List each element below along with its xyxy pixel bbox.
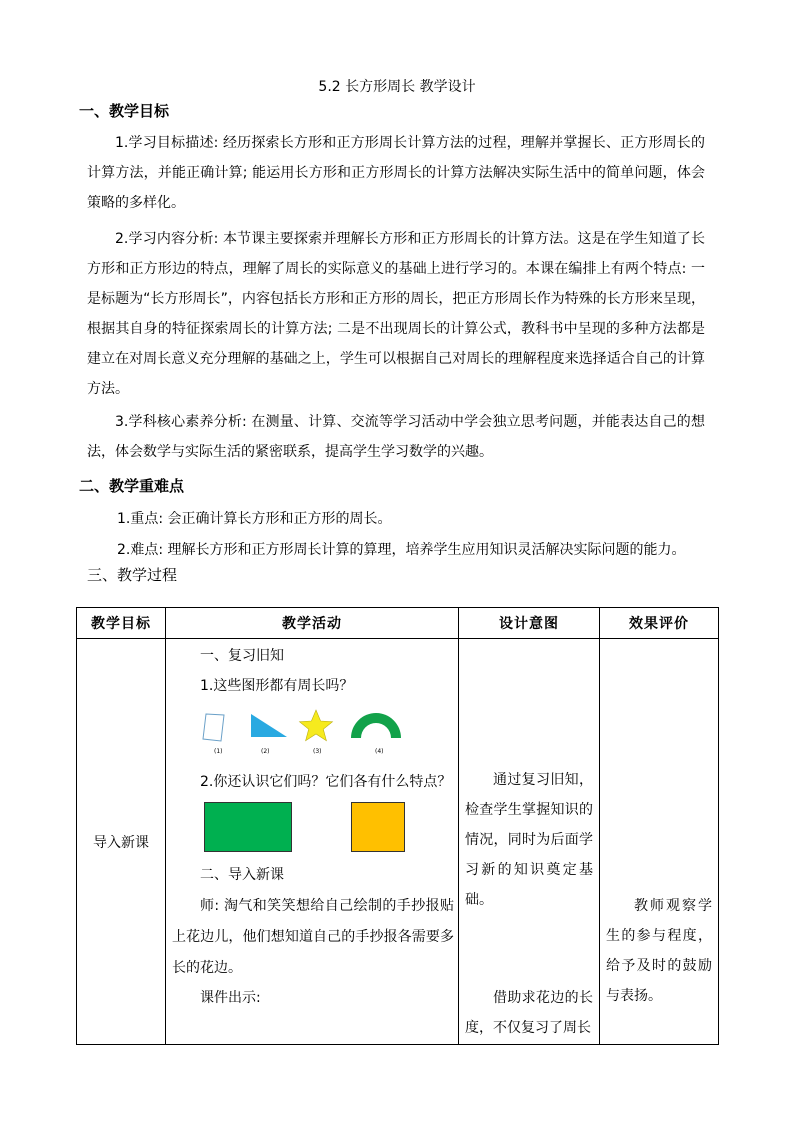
objective-paragraph-1: 1.学习目标描述: 经历探索长方形和正方形周长计算方法的过程，理解并掌握长、正方形周长的计算方法，并能正确计算; 能运用长方形和正方形周长的计算方法解决实际生活中的简单问题，体会策略的多样化。: [87, 135, 705, 211]
table-header-row: [77, 608, 719, 639]
teaching-process-table: [76, 607, 719, 1045]
rectangle-shape: [204, 802, 292, 852]
header-design-intent: 设计意图: [459, 608, 600, 639]
triangle-shape: [251, 714, 287, 737]
design-intent-text-1: 通过复习旧知，检查学生掌握知识的情况，同时为后面学习新的知识奠定基础。: [465, 772, 593, 908]
header-goal: 教学目标: [77, 608, 166, 639]
objective-paragraph-3: 3.学科核心素养分析: 在测量、计算、交流等学习活动中学会独立思考问题，并能表达自己的想法，体会数学与实际生活的紧密联系，提高学生学习数学的兴趣。: [87, 414, 705, 460]
table-row: [77, 639, 719, 1045]
square-shape: [351, 802, 405, 852]
question-1: 1.这些图形都有周长吗？: [200, 678, 354, 694]
section-heading-key-points: 二、教学重难点: [79, 477, 185, 495]
evaluation-text: 教师观察学生的参与程度，给予及时的鼓励与表扬。: [606, 898, 712, 1004]
header-evaluation: 效果评价: [600, 608, 719, 639]
difficult-point-item: 2.难点: 理解长方形和正方形周长计算的算理，培养学生应用知识灵活解决实际问题的能力。: [117, 542, 686, 558]
design-intent-cell: [459, 639, 600, 1045]
courseware-label: 课件出示:: [200, 990, 261, 1006]
header-activity: 教学活动: [166, 608, 459, 639]
shape-label-3: (3): [313, 748, 322, 755]
intro-heading: 二、导入新课: [200, 867, 284, 883]
shape-label-2: (2): [261, 748, 270, 755]
shape-label-1: (1): [214, 748, 223, 755]
review-heading: 一、复习旧知: [200, 648, 284, 664]
activity-cell: [166, 639, 459, 1045]
teacher-text: 师: 淘气和笑笑想给自己绘制的手抄报贴上花边儿，他们想知道自己的手抄报各需要多长的花边。: [172, 898, 454, 976]
goal-cell: 导入新课: [77, 639, 166, 1045]
document-title: 5.2 长方形周长 教学设计: [318, 79, 476, 95]
objective-paragraph-2: 2.学习内容分析: 本节课主要探索并理解长方形和正方形周长的计算方法。这是在学生知道了长方形和正方形边的特点，理解了周长的实际意义的基础上进行学习的。本课在编排上有两个特点: 一是标题为“长方形周长”，内容包括长方形和正方形的周长，把正方形周长作为特殊的长方形来呈现，根据其自身的特征探索周长的计算方法; 二是不出现周长的计算公式，教科书中呈现的多种方法都是建立在对周长意义充分理解的基础之上，学生可以根据自己对周长的理解程度来选择适合自己的计算方法。: [87, 231, 705, 397]
key-point-item: 1.重点: 会正确计算长方形和正方形的周长。: [117, 511, 392, 527]
design-intent-text-2: 借助求花边的长度，不仅复习了周长: [465, 990, 593, 1036]
quadrilateral-shape: [203, 714, 224, 741]
arc-shape: [351, 713, 401, 738]
shape-label-4: (4): [375, 748, 384, 755]
section-heading-objectives: 一、教学目标: [79, 102, 170, 120]
evaluation-cell: [600, 639, 719, 1045]
star-shape: [300, 710, 333, 741]
section-heading-process: 三、教学过程: [87, 566, 178, 584]
question-2: 2.你还认识它们吗？它们各有什么特点？: [200, 774, 452, 790]
